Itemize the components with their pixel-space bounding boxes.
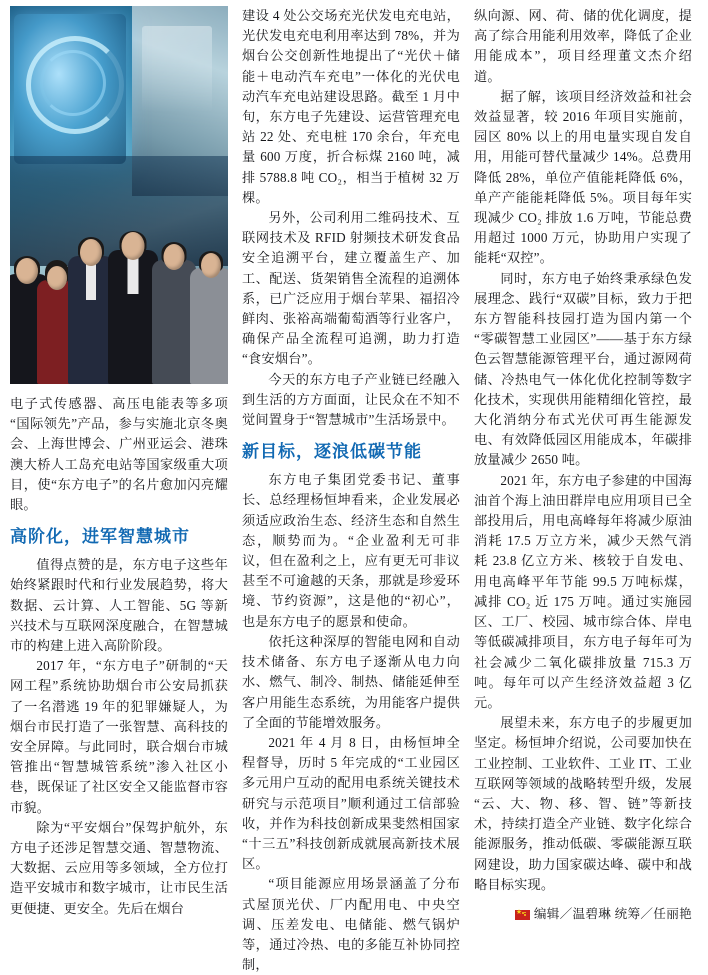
- paragraph: 值得点赞的是，东方电子这些年始终紧跟时代和行业发展趋势，将大数据、云计算、人工智能、5G 等新兴技术与互联网深度融合，在智慧城市的构建上进入高阶阶段。: [10, 557, 228, 654]
- photo-person: [108, 178, 158, 384]
- paragraph: 2021 年，东方电子参建的中国海油首个海上油田群岸电应用项目已全部投用后，用电高峰每年将减少原油消耗 17.5 万立方米，减少天然气消耗 23.8 亿立方米、核较于自发电、用电高峰平年节能 99.5 万吨标煤，减排 CO₂ 近 175 万吨。通过实施园区、工厂、校园、城市综合体、岸电等低碳减排项目，东方电子每年可为社会减少二氧化碳排放量 715.3 万吨。每年可以产生经济效益超 3 亿元。: [474, 472, 692, 710]
- china-flag-icon: [515, 910, 530, 920]
- paragraph: 另外，公司利用二维码技术、互联网技术及 RFID 射频技术研发食品安全追溯平台，建立覆盖生产、加工、配送、货架销售全流程的追溯体系，已广泛应用于烟台苹果、福招冷鲜肉、张裕高端葡萄酒等行业客户，确保产品全流程可追溯，助力打造“食安烟台”。: [242, 210, 460, 367]
- column-2: [242, 6, 460, 973]
- paragraph: 纵向源、网、荷、储的优化调度，提高了综合用能利用效率，降低了企业用能成本”，项目经理董文杰介绍道。: [474, 8, 692, 84]
- paragraph: 同时，东方电子始终秉承绿色发展理念、践行“双碳”目标，致力于把东方智能科技园打造为国内第一个“零碳智慧工业园区”——基于东方绿色云智慧能源管理平台，通过源网荷储、冷热电气一体化优化控制等数字化技术，实现供用能精细化管控，最大化消纳分布式光伏可再生能源发电、有效降低园区用能成本，年碳排放量减少 2650 吨。: [474, 270, 692, 468]
- paragraph: 展望未来，东方电子的步履更加坚定。杨恒坤介绍说，公司要加快在工业控制、工业软件、工业 IT、工业互联网等领域的战略转型升级，发展“云、大、物、移、智、链”等新技术，持续打造全产业链、数字化综合能源服务，推动低碳、零碳能源互联网建设，助力国家碳达峰、碳中和战略目标实现。: [474, 715, 692, 892]
- paragraph: 据了解，该项目经济效益和社会效益显著，较 2016 年项目实施前，园区 80% 以上的用电量实现自发自用，用能可替代量减少 14%。总费用降低 28%，单位产值能耗降低 6%，单产产能能耗降低 5%。项目每年实现减少 CO₂ 排放 1.6 万吨，节能总费用超过 1000 万元，协助用户实现了能耗“双控”。: [474, 88, 692, 266]
- paragraph: 2017 年，“东方电子”研制的“天网工程”系统协助烟台市公安局抓获了一名潜逃 19 年的犯罪嫌疑人，为烟台市民打造了一张智慧、高科技的安全屏障。与此同时，联合烟台市城管推出“智慧城管系统”渗入社区小巷，既保证了社区安全又能监督市容市貌。: [10, 658, 228, 815]
- column-1: [10, 6, 228, 916]
- photo-caption-gap: [10, 384, 228, 394]
- byline-text: 编辑／温碧琳 统筹／任丽艳: [533, 906, 692, 921]
- paragraph: 除为“平安烟台”保驾护航外，东方电子还涉足智慧交通、智慧物流、大数据、云应用等多领域，全方位打造平安城市和数字城市，让市民生活更便捷、更安全。先后在烟台: [10, 819, 228, 916]
- paragraph: 东方电子集团党委书记、董事长、总经理杨恒坤看来，企业发展必须适应政治生态、经济生态和自然生态，顺势而为。“企业盈利无可非议，但在盈利之上，应有更无可非议甚至不可逾越的天条，那就是珍爱环境、节约资源”，这是他的“初心”，也是东方电子的愿景和使命。: [242, 472, 460, 629]
- paragraph: 依托这种深厚的智能电网和自动技术储备、东方电子逐渐从电力向水、燃气、制冷、制热、储能延伸至客户用能生态系统，为用能客户提供了全面的节能增效服务。: [242, 633, 460, 730]
- paragraph: 建设 4 处公交场充光伏发电充电站，光伏发电充电利用率达到 78%，并为烟台公交创新性地提出了“光伏＋储能＋电动汽车充电”一体化的光伏电动汽车充电站建设思路。截至 1 月中旬，东方电子先建设、运营管理充电站 22 处、充电桩 170 余台，年充电量 600 万度，折合标煤 2160 吨，减排 5788.8 吨 CO₂，相当于植树 32 万棵。: [242, 8, 460, 205]
- byline: [474, 905, 692, 924]
- three-column-layout: [10, 6, 698, 973]
- column1-caption: 电子式传感器、高压电能表等多项“国际领先”产品，参与实施北京冬奥会、上海世博会、广州亚运会、港珠澳大桥人工岛充电站等国家级重大项目，使“东方电子”的名片愈加闪亮耀眼。: [10, 396, 228, 513]
- photo-person: [190, 208, 228, 384]
- paragraph: “项目能源应用场景涵盖了分布式屋顶光伏、厂内配用电、中央空调、压差发电、电储能、燃气锅炉等，通过冷热、电的多能互补协同控制，: [242, 876, 460, 973]
- section-heading-2: 新目标，逐浪低碳节能: [242, 442, 422, 462]
- photo-inner-ring-graphic: [40, 50, 106, 116]
- section-heading-1: 高阶化，进军智慧城市: [10, 527, 190, 547]
- paragraph: 2021 年 4 月 8 日，由杨恒坤全程督导，历时 5 年完成的“工业园区多元用户互动的配用电系统关键技术研究与示范项目”顺利通过工信部验收，并作为科技创新成果斐然相国家“十三五”科技创新成就展高新技术展区。: [242, 734, 460, 872]
- column-3: [474, 6, 692, 921]
- paragraph: 今天的东方电子产业链已经融入到生活的方方面面，让民众在不知不觉间置身于“智慧城市”生活场景中。: [242, 371, 460, 428]
- article-photo: [10, 6, 228, 384]
